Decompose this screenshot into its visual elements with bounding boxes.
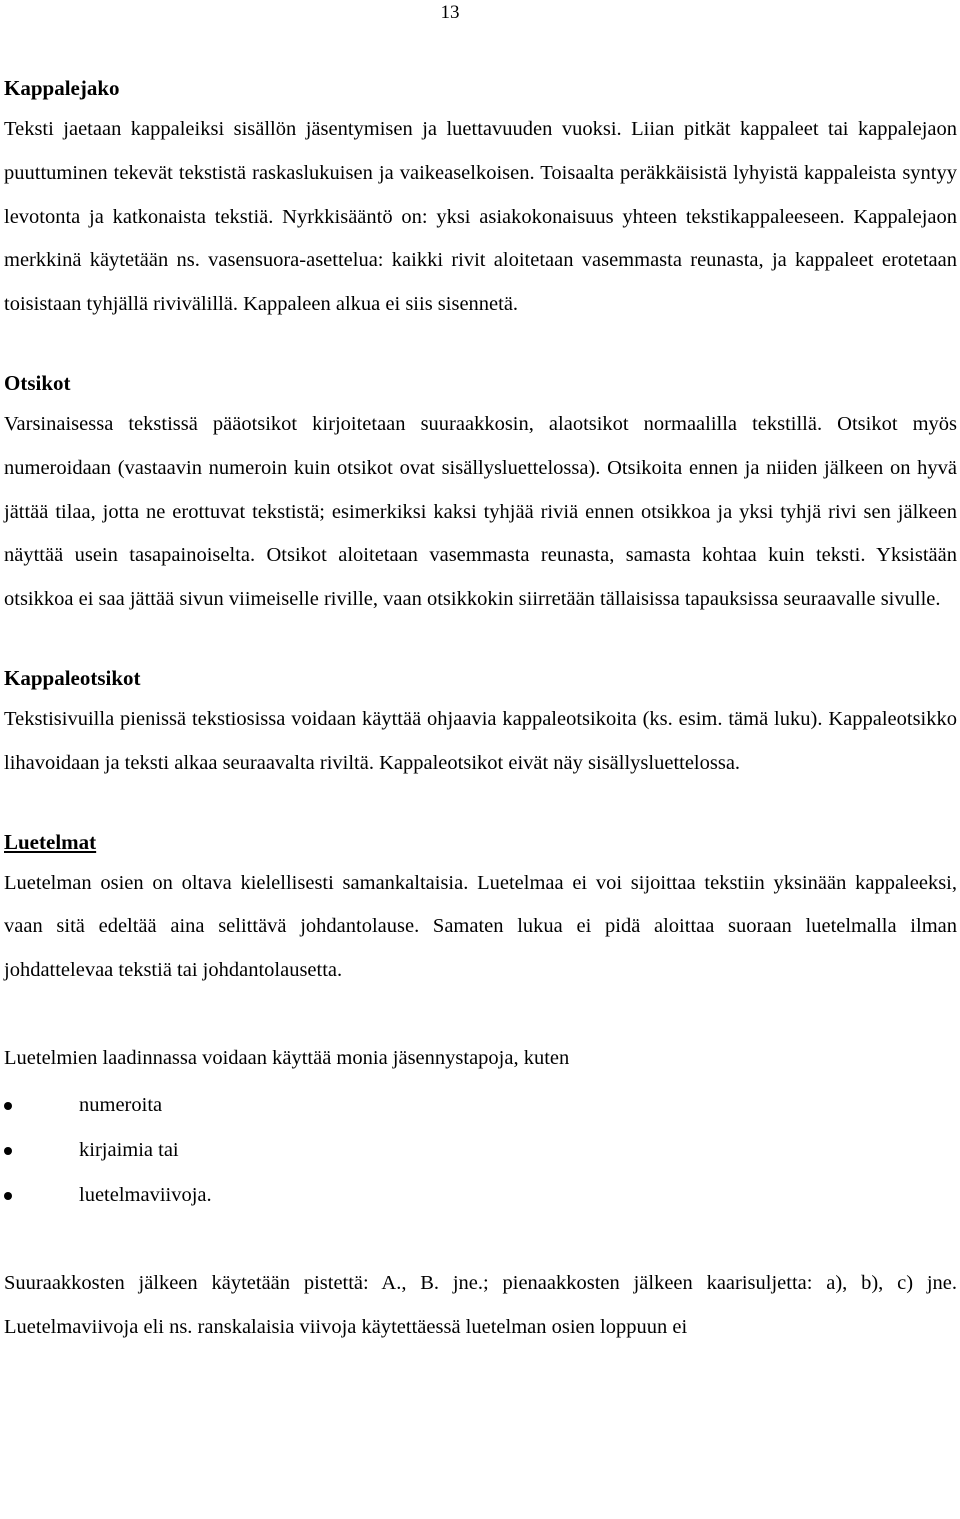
document-body <box>4 72 957 1349</box>
list-item <box>4 1083 957 1128</box>
paragraph: Tekstisivuilla pienissä tekstiosissa voidaan käyttää ohjaavia kappaleotsikoita (ks. esim. tämä luku). Kappaleotsikko lihavoidaan ja teksti alkaa seuraavalta riviltä. Kappaleotsikot eivät näy sisällysluettelossa. <box>4 707 957 774</box>
list-item <box>4 1173 957 1218</box>
bullet-icon <box>4 1147 12 1155</box>
list-item-text: numeroita <box>79 1093 163 1116</box>
section-heading: Kappaleotsikot <box>4 665 141 690</box>
paragraph: Varsinaisessa tekstissä pääotsikot kirjoitetaan suuraakkosin, alaotsikot normaalilla tekstillä. Otsikot myös numeroidaan (vastaavin numeroin kuin otsikot ovat sisällysluettelossa). Otsikoita ennen ja niiden jälkeen on hyvä jättää tilaa, jotta ne erottuvat tekstistä; esimerkiksi kaksi tyhjää riviä ennen otsikkoa ja yksi tyhjä rivi sen jälkeen näyttää usein tasapainoiselta. Otsikot aloitetaan vasemmasta reunasta, samasta kohtaa kuin teksti. Yksistään otsikkoa ei saa jättää sivun viimeiselle riville, vaan otsikkokin siirretään tällaisissa tapauksissa seuraavalle sivulle. <box>4 412 957 611</box>
list-item-text: kirjaimia tai <box>79 1138 179 1161</box>
section-kappaleotsikot <box>4 662 957 786</box>
list-item <box>4 1128 957 1173</box>
list-item-text: luetelmaviivoja. <box>79 1183 212 1206</box>
bullet-list <box>4 1083 957 1218</box>
closing-paragraph: Suuraakkosten jälkeen käytetään pistettä: A., B. jne.; pienaakkosten jälkeen kaarisuljetta: a), b), c) jne. Luetelmaviivoja eli ns. ranskalaisia viivoja käytettäessä luetelman osien loppuun ei <box>4 1271 957 1338</box>
section-luetelmat <box>4 826 957 1350</box>
bullet-icon <box>4 1192 12 1200</box>
list-intro-paragraph: Luetelmien laadinnassa voidaan käyttää monia jäsennystapoja, kuten <box>4 1046 570 1069</box>
section-kappalejako <box>4 72 957 327</box>
page-number: 13 <box>440 2 460 23</box>
section-heading: Kappalejako <box>4 76 120 100</box>
section-otsikot <box>4 367 957 622</box>
bullet-icon <box>4 1102 12 1110</box>
paragraph: Luetelman osien on oltava kielellisesti samankaltaisia. Luetelmaa ei voi sijoittaa tekstiin yksinään kappaleeksi, vaan sitä edeltää aina selittävä johdantolause. Samaten lukua ei pidä aloittaa suoraan luetelmalla ilman johdattelevaa tekstiä tai johdantolausetta. <box>4 871 957 982</box>
section-heading: Otsikot <box>4 370 71 395</box>
section-heading: Luetelmat <box>4 829 97 854</box>
paragraph: Teksti jaetaan kappaleiksi sisällön jäsentymisen ja luettavuuden vuoksi. Liian pitkät kappaleet tai kappalejaon puuttuminen tekevät tekstistä raskaslukuisen ja vaikeaselkoisen. Toisaalta peräkkäisistä lyhyistä kappaleista syntyy levotonta ja katkonaista tekstiä. Nyrkkisääntö on: yksi asiakokonaisuus yhteen tekstikappaleeseen. Kappalejaon merkkinä käytetään ns. vasensuora-asettelua: kaikki rivit aloitetaan vasemmasta reunasta, ja kappaleet erotetaan toisistaan tyhjällä rivivälillä. Kappaleen alkua ei siis sisennetä. <box>4 118 957 316</box>
